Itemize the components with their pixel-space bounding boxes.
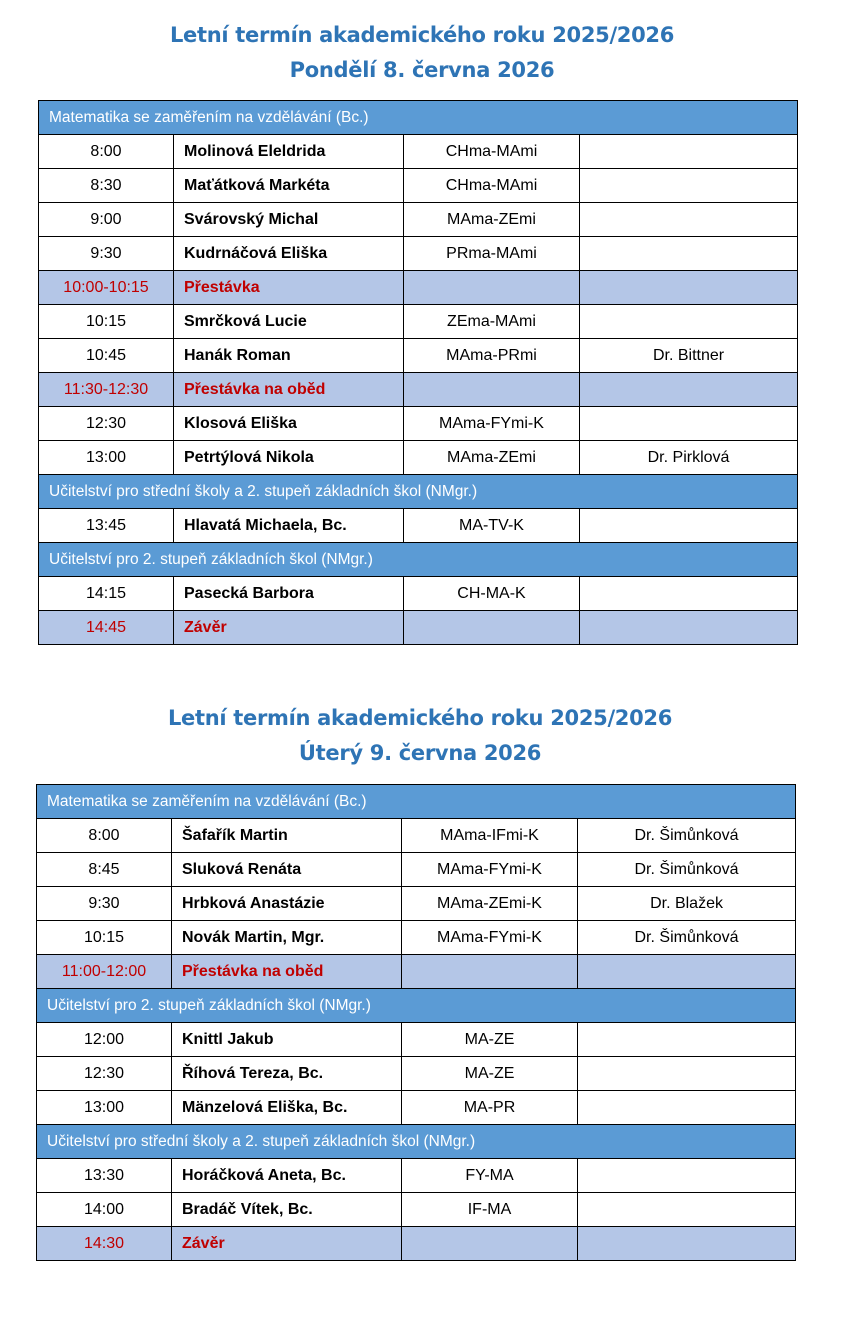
break-row — [37, 1227, 796, 1261]
section-header: Matematika se zaměřením na vzdělávání (Bc.) — [39, 101, 798, 135]
table-row — [37, 1023, 796, 1057]
section-header: Učitelství pro 2. stupeň základních škol (NMgr.) — [37, 989, 796, 1023]
table-row — [37, 819, 796, 853]
name-cell: Šafařík Martin — [172, 819, 402, 853]
time-cell: 13:30 — [37, 1159, 172, 1193]
time-cell: 13:00 — [39, 441, 174, 475]
time-cell: 13:00 — [37, 1091, 172, 1125]
examiner-cell: Dr. Šimůnková — [578, 853, 796, 887]
program-code-cell: MAma-IFmi-K — [402, 819, 578, 853]
program-code-cell: MAma-FYmi-K — [402, 853, 578, 887]
time-cell: 14:00 — [37, 1193, 172, 1227]
section-header-row — [37, 1125, 796, 1159]
program-code-cell: FY-MA — [402, 1159, 578, 1193]
section-header-row — [37, 989, 796, 1023]
table-row — [37, 853, 796, 887]
day-title-line2: Úterý 9. června 2026 — [298, 741, 542, 765]
time-cell: 14:45 — [39, 611, 174, 645]
examiner-cell — [578, 1023, 796, 1057]
time-cell: 11:00-12:00 — [37, 955, 172, 989]
program-code-cell: MA-PR — [402, 1091, 578, 1125]
section-header: Učitelství pro střední školy a 2. stupeň základních škol (NMgr.) — [37, 1125, 796, 1159]
time-cell: 10:15 — [37, 921, 172, 955]
name-cell: Závěr — [172, 1227, 402, 1261]
table-row — [39, 135, 798, 169]
table-row — [39, 203, 798, 237]
program-code-cell — [404, 271, 580, 305]
table-row — [39, 441, 798, 475]
time-cell: 12:30 — [39, 407, 174, 441]
examiner-cell — [580, 135, 798, 169]
table-row — [37, 1091, 796, 1125]
day-title-line1: Letní termín akademického roku 2025/2026 — [167, 706, 673, 730]
name-cell: Smrčková Lucie — [174, 305, 404, 339]
table-row — [39, 509, 798, 543]
examiner-cell: Dr. Bittner — [580, 339, 798, 373]
program-code-cell: CHma-MAmi — [404, 169, 580, 203]
name-cell: Přestávka — [174, 271, 404, 305]
table-row — [39, 339, 798, 373]
day-block-monday — [0, 18, 844, 88]
table-row — [37, 1057, 796, 1091]
name-cell: Mänzelová Eliška, Bc. — [172, 1091, 402, 1125]
program-code-cell: PRma-MAmi — [404, 237, 580, 271]
table-row — [39, 305, 798, 339]
name-cell: Přestávka na oběd — [174, 373, 404, 407]
time-cell: 8:00 — [37, 819, 172, 853]
examiner-cell — [580, 203, 798, 237]
break-row — [37, 955, 796, 989]
examiner-cell — [580, 305, 798, 339]
time-cell: 13:45 — [39, 509, 174, 543]
name-cell: Říhová Tereza, Bc. — [172, 1057, 402, 1091]
program-code-cell: MAma-ZEmi — [404, 203, 580, 237]
table-row — [39, 237, 798, 271]
time-cell: 14:30 — [37, 1227, 172, 1261]
program-code-cell — [402, 1227, 578, 1261]
table-row — [39, 577, 798, 611]
break-row — [39, 373, 798, 407]
break-row — [39, 271, 798, 305]
section-header-row — [37, 785, 796, 819]
examiner-cell — [578, 1227, 796, 1261]
examiner-cell: Dr. Šimůnková — [578, 921, 796, 955]
day-title-line2: Pondělí 8. června 2026 — [289, 58, 555, 82]
name-cell: Hanák Roman — [174, 339, 404, 373]
time-cell: 8:45 — [37, 853, 172, 887]
examiner-cell: Dr. Pirklová — [580, 441, 798, 475]
examiner-cell — [578, 1091, 796, 1125]
examiner-cell — [578, 1193, 796, 1227]
name-cell: Přestávka na oběd — [172, 955, 402, 989]
time-cell: 11:30-12:30 — [39, 373, 174, 407]
name-cell: Klosová Eliška — [174, 407, 404, 441]
program-code-cell: CH-MA-K — [404, 577, 580, 611]
table-row — [39, 407, 798, 441]
schedule-table-monday — [38, 100, 798, 645]
time-cell: 10:45 — [39, 339, 174, 373]
table-row — [37, 921, 796, 955]
section-header: Matematika se zaměřením na vzdělávání (Bc.) — [37, 785, 796, 819]
examiner-cell — [580, 509, 798, 543]
name-cell: Hlavatá Michaela, Bc. — [174, 509, 404, 543]
name-cell: Pasecká Barbora — [174, 577, 404, 611]
program-code-cell: MAma-FYmi-K — [404, 407, 580, 441]
program-code-cell: MA-ZE — [402, 1057, 578, 1091]
program-code-cell: MAma-FYmi-K — [402, 921, 578, 955]
name-cell: Závěr — [174, 611, 404, 645]
name-cell: Svárovský Michal — [174, 203, 404, 237]
examiner-cell — [578, 1159, 796, 1193]
examiner-cell — [580, 237, 798, 271]
day-block-tuesday — [0, 701, 844, 771]
name-cell: Horáčková Aneta, Bc. — [172, 1159, 402, 1193]
examiner-cell: Dr. Blažek — [578, 887, 796, 921]
program-code-cell — [404, 373, 580, 407]
examiner-cell — [580, 271, 798, 305]
day-title-line1: Letní termín akademického roku 2025/2026 — [169, 23, 675, 47]
program-code-cell: MAma-ZEmi — [404, 441, 580, 475]
name-cell: Maťátková Markéta — [174, 169, 404, 203]
time-cell: 8:30 — [39, 169, 174, 203]
examiner-cell — [580, 373, 798, 407]
section-header-row — [39, 101, 798, 135]
program-code-cell: MAma-PRmi — [404, 339, 580, 373]
program-code-cell — [404, 611, 580, 645]
name-cell: Kudrnáčová Eliška — [174, 237, 404, 271]
section-header-row — [39, 543, 798, 577]
time-cell: 9:30 — [37, 887, 172, 921]
time-cell: 9:00 — [39, 203, 174, 237]
table-row — [37, 1159, 796, 1193]
program-code-cell: IF-MA — [402, 1193, 578, 1227]
name-cell: Novák Martin, Mgr. — [172, 921, 402, 955]
section-header: Učitelství pro 2. stupeň základních škol (NMgr.) — [39, 543, 798, 577]
time-cell: 14:15 — [39, 577, 174, 611]
table-row — [37, 1193, 796, 1227]
name-cell: Knittl Jakub — [172, 1023, 402, 1057]
time-cell: 9:30 — [39, 237, 174, 271]
time-cell: 10:15 — [39, 305, 174, 339]
program-code-cell: MA-TV-K — [404, 509, 580, 543]
name-cell: Bradáč Vítek, Bc. — [172, 1193, 402, 1227]
examiner-cell — [580, 577, 798, 611]
program-code-cell: MAma-ZEmi-K — [402, 887, 578, 921]
examiner-cell: Dr. Šimůnková — [578, 819, 796, 853]
section-header-row — [39, 475, 798, 509]
time-cell: 8:00 — [39, 135, 174, 169]
examiner-cell — [578, 955, 796, 989]
examiner-cell — [580, 611, 798, 645]
program-code-cell: MA-ZE — [402, 1023, 578, 1057]
examiner-cell — [578, 1057, 796, 1091]
table-row — [37, 887, 796, 921]
break-row — [39, 611, 798, 645]
table-row — [39, 169, 798, 203]
program-code-cell: ZEma-MAmi — [404, 305, 580, 339]
schedule-table-tuesday — [36, 784, 796, 1261]
name-cell: Sluková Renáta — [172, 853, 402, 887]
program-code-cell: CHma-MAmi — [404, 135, 580, 169]
name-cell: Petrtýlová Nikola — [174, 441, 404, 475]
examiner-cell — [580, 407, 798, 441]
name-cell: Molinová Eleldrida — [174, 135, 404, 169]
time-cell: 12:00 — [37, 1023, 172, 1057]
section-header: Učitelství pro střední školy a 2. stupeň základních škol (NMgr.) — [39, 475, 798, 509]
time-cell: 12:30 — [37, 1057, 172, 1091]
name-cell: Hrbková Anastázie — [172, 887, 402, 921]
program-code-cell — [402, 955, 578, 989]
examiner-cell — [580, 169, 798, 203]
time-cell: 10:00-10:15 — [39, 271, 174, 305]
